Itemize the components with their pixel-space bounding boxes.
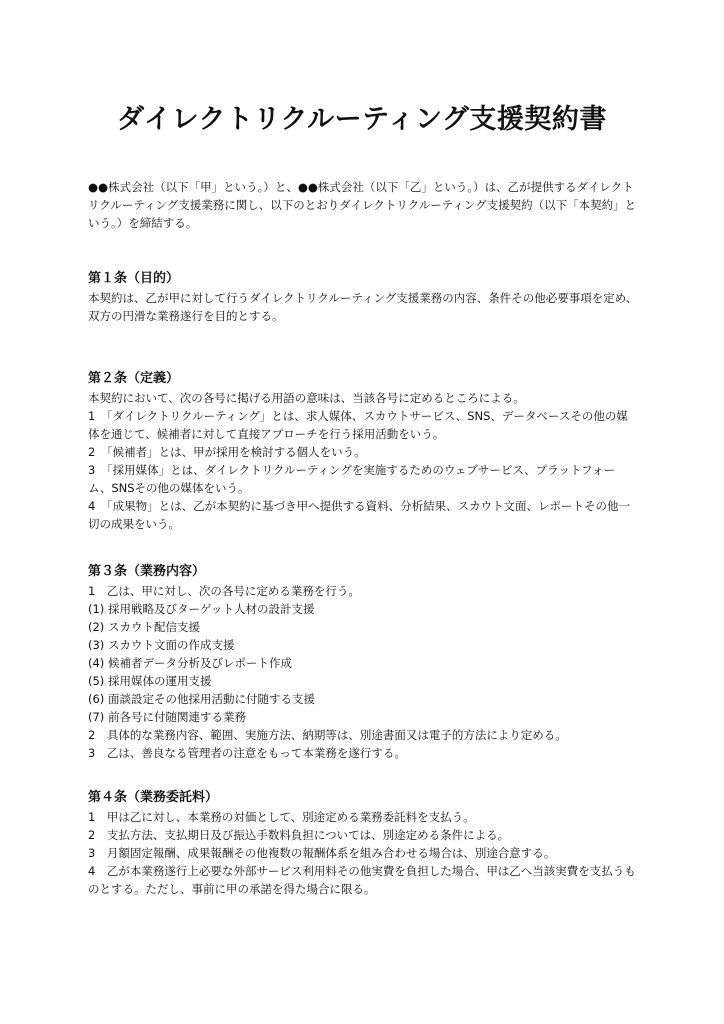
article-4 [88,789,638,898]
article-line: (2) スカウト配信支援 [88,620,200,634]
article-line: 3 乙は、善良なる管理者の注意をもって本業務を遂行する。 [88,746,406,760]
intro-paragraph: ●●株式会社（以下「甲」という。）と、●●株式会社（以下「乙」という。）は、乙が提供するダイレクトリクルーティング支援業務に関し、以下のとおりダイレクトリクルーティング支援契約（以下「本契約」という。）を締結する。 [88,180,637,230]
article-2 [88,370,638,533]
article-3 [88,563,638,762]
article-line: 2 「候補者」とは、甲が採用を検討する個人をいう。 [88,445,366,459]
article-line: (6) 面談設定その他採用活動に付随する支援 [88,692,315,706]
article-line: (5) 採用媒体の運用支援 [88,674,212,688]
article-line: (7) 前各号に付随関連する業務 [88,710,246,724]
article-heading: 第１条（目的） [88,271,180,286]
article-heading: 第２条（定義） [88,371,180,386]
article-line: 3 月額固定報酬、成果報酬その他複数の報酬体系を組み合わせる場合は、別途合意する。 [88,846,556,860]
article-line: 本契約において、次の各号に掲げる用語の意味は、当該各号に定めるところによる。 [88,391,525,405]
article-line: 1 甲は乙に対し、本業務の対価として、別途定める業務委託料を支払う。 [88,810,475,824]
article-line: 4 「成果物」とは、乙が本契約に基づき甲へ提供する資料、分析結果、スカウト文面、レポートその他一切の成果をいう。 [88,499,631,531]
article-heading: 第３条（業務内容） [88,564,206,579]
article-line: 1 「ダイレクトリクルーティング」とは、求人媒体、スカウトサービス、SNS、データベースその他の媒体を通じて、候補者に対して直接アプローチを行う採用活動をいう。 [88,409,628,441]
document-title: ダイレクトリクルーティング支援契約書 [117,104,607,135]
article-line: 3 「採用媒体」とは、ダイレクトリクルーティングを実施するためのウェブサービス、プラットフォーム、SNSその他の媒体をいう。 [88,463,616,495]
article-line: (4) 候補者データ分析及びレポート作成 [88,656,292,670]
article-line: 1 乙は、甲に対し、次の各号に定める業務を行う。 [88,584,360,598]
article-heading: 第４条（業務委託料） [88,790,219,805]
article-line: (3) スカウト文面の作成支援 [88,638,235,652]
article-line: 2 支払方法、支払期日及び振込手数料負担については、別途定める条件による。 [88,828,510,842]
article-line: 本契約は、乙が甲に対して行うダイレクトリクルーティング支援業務の内容、条件その他必要事項を定め、双方の円滑な業務遂行を目的とする。 [88,291,638,323]
article-line: (1) 採用戦略及びターゲット人材の設計支援 [88,602,315,616]
article-line: 4 乙が本業務遂行上必要な外部サービス利用料その他実費を負担した場合、甲は乙へ当該実費を支払うものとする。ただし、事前に甲の承諾を得た場合に限る。 [88,864,636,896]
article-line: 2 具体的な業務内容、範囲、実施方法、納期等は、別途書面又は電子的方法により定める。 [88,728,567,742]
article-1 [88,270,638,325]
